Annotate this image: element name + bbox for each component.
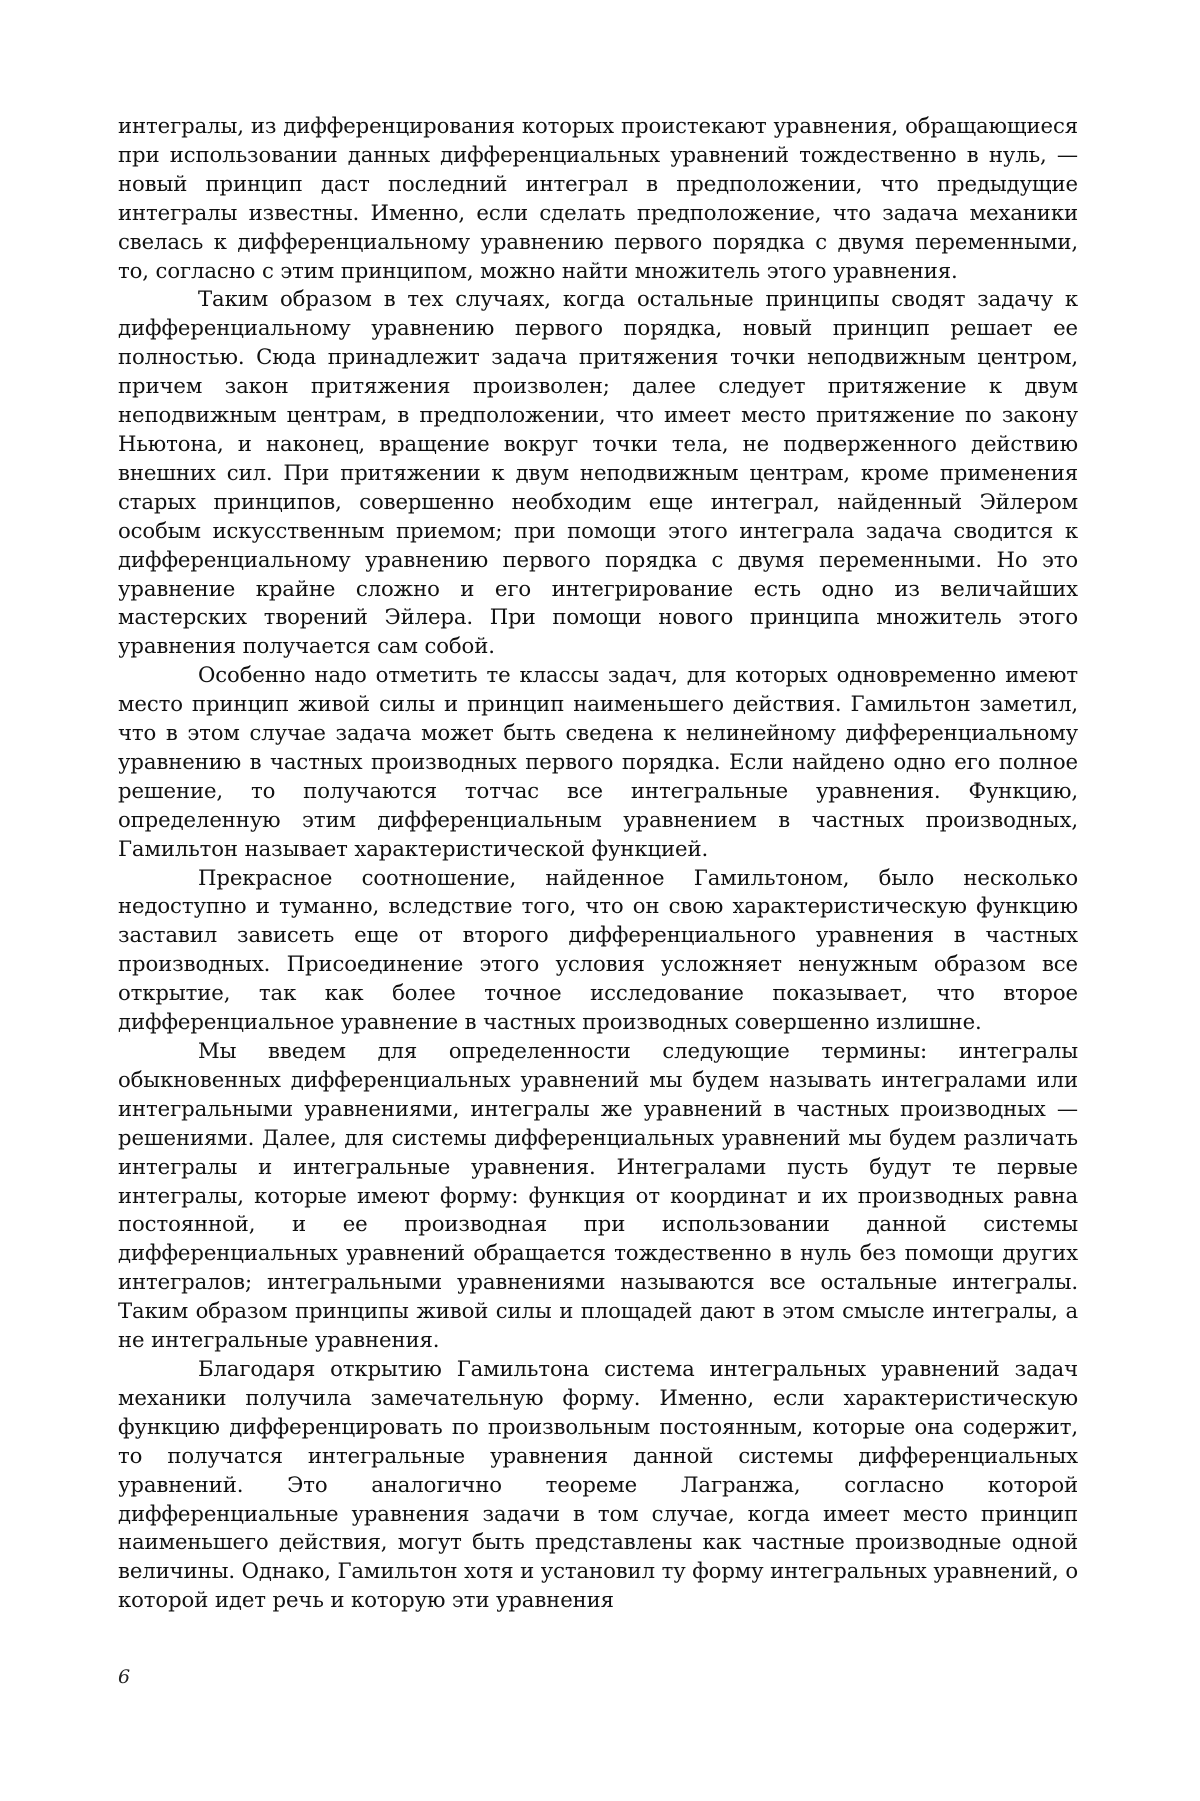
paragraph-5: Мы введем для определенности следующие термины: интегралы обыкновенных дифференциальных уравнений мы будем называть интегралами или интегральными уравнениями, интегралы же уравнений в частных производных — решениями. Далее, для системы дифференциальных уравнений мы будем различать интегралы и интегральные уравнения. Интегралами пусть будут те первые интегралы, которые имеют форму: функция от координат и их производных равна постоянной, и ее производная при использовании данной системы дифференциальных уравнений обращается тождественно в нуль без помощи других интегралов; интегральными уравнениями называются все остальные интегралы. Таким образом принципы живой силы и площадей дают в этом смысле интегралы, а не интегральные уравнения. [118, 1038, 1078, 1353]
paragraph-3: Особенно надо отметить те классы задач, для которых одновременно имеют место принцип живой силы и принцип наименьшего действия. Гамильтон заметил, что в этом случае задача может быть сведена к нелинейному дифференциальному уравнению в частных производных первого порядка. Если найдено одно его полное решение, то получаются тотчас все интегральные уравнения. Функцию, определенную этим дифференциальным уравнением в частных производных, Гамильтон называет характеристической функцией. [118, 662, 1078, 861]
paragraph-6: Благодаря открытию Гамильтона система интегральных уравнений задач механики получила замечательную форму. Именно, если характеристическую функцию дифференцировать по произвольным постоянным, которые она содержит, то получатся интегральные уравнения данной системы дифференциальных уравнений. Это аналогично теореме Лагранжа, согласно которой дифференциальные уравнения задачи в том случае, когда имеет место принцип наименьшего действия, могут быть представлены как частные производные одной величины. Однако, Гамильтон хотя и установил ту форму интегральных уравнений, о которой идет речь и которую эти уравнения [118, 1355, 1078, 1613]
body-text [118, 112, 1078, 1615]
paragraph-1: интегралы, из дифференцирования которых проистекают уравнения, обращающиеся при использовании данных дифференциальных уравнений тождественно в нуль, — новый принцип даст последний интеграл в предположении, что предыдущие интегралы известны. Именно, если сделать предположение, что задача механики свелась к дифференциальному уравнению первого порядка с двумя переменными, то, согласно с этим принципом, можно найти множитель этого уравнения. [118, 113, 1078, 283]
page-number: 6 [118, 1666, 131, 1688]
paragraph-4: Прекрасное соотношение, найденное Гамильтоном, было несколько недоступно и туманно, вследствие того, что он свою характеристическую функцию заставил зависеть еще от второго дифференциального уравнения в частных производных. Присоединение этого условия усложняет ненужным образом все открытие, так как более точное исследование показывает, что второе дифференциальное уравнение в частных производных совершенно излишне. [118, 864, 1078, 1035]
paragraph-2: Таким образом в тех случаях, когда остальные принципы сводят задачу к дифференциальному уравнению первого порядка, новый принцип решает ее полностью. Сюда принадлежит задача притяжения точки неподвижным центром, причем закон притяжения произволен; далее следует притяжение к двум неподвижным центрам, в предположении, что имеет место притяжение по закону Ньютона, и наконец, вращение вокруг точки тела, не подверженного действию внешних сил. При притяжении к двум неподвижным центрам, кроме применения старых принципов, совершенно необходим еще интеграл, найденный Эйлером особым искусственным приемом; при помощи этого интеграла задача сводится к дифференциальному уравнению первого порядка с двумя переменными. Но это уравнение крайне сложно и его интегрирование есть одно из величайших мастерских творений Эйлера. При помощи нового принципа множитель этого уравнения получается сам собой. [118, 286, 1078, 659]
